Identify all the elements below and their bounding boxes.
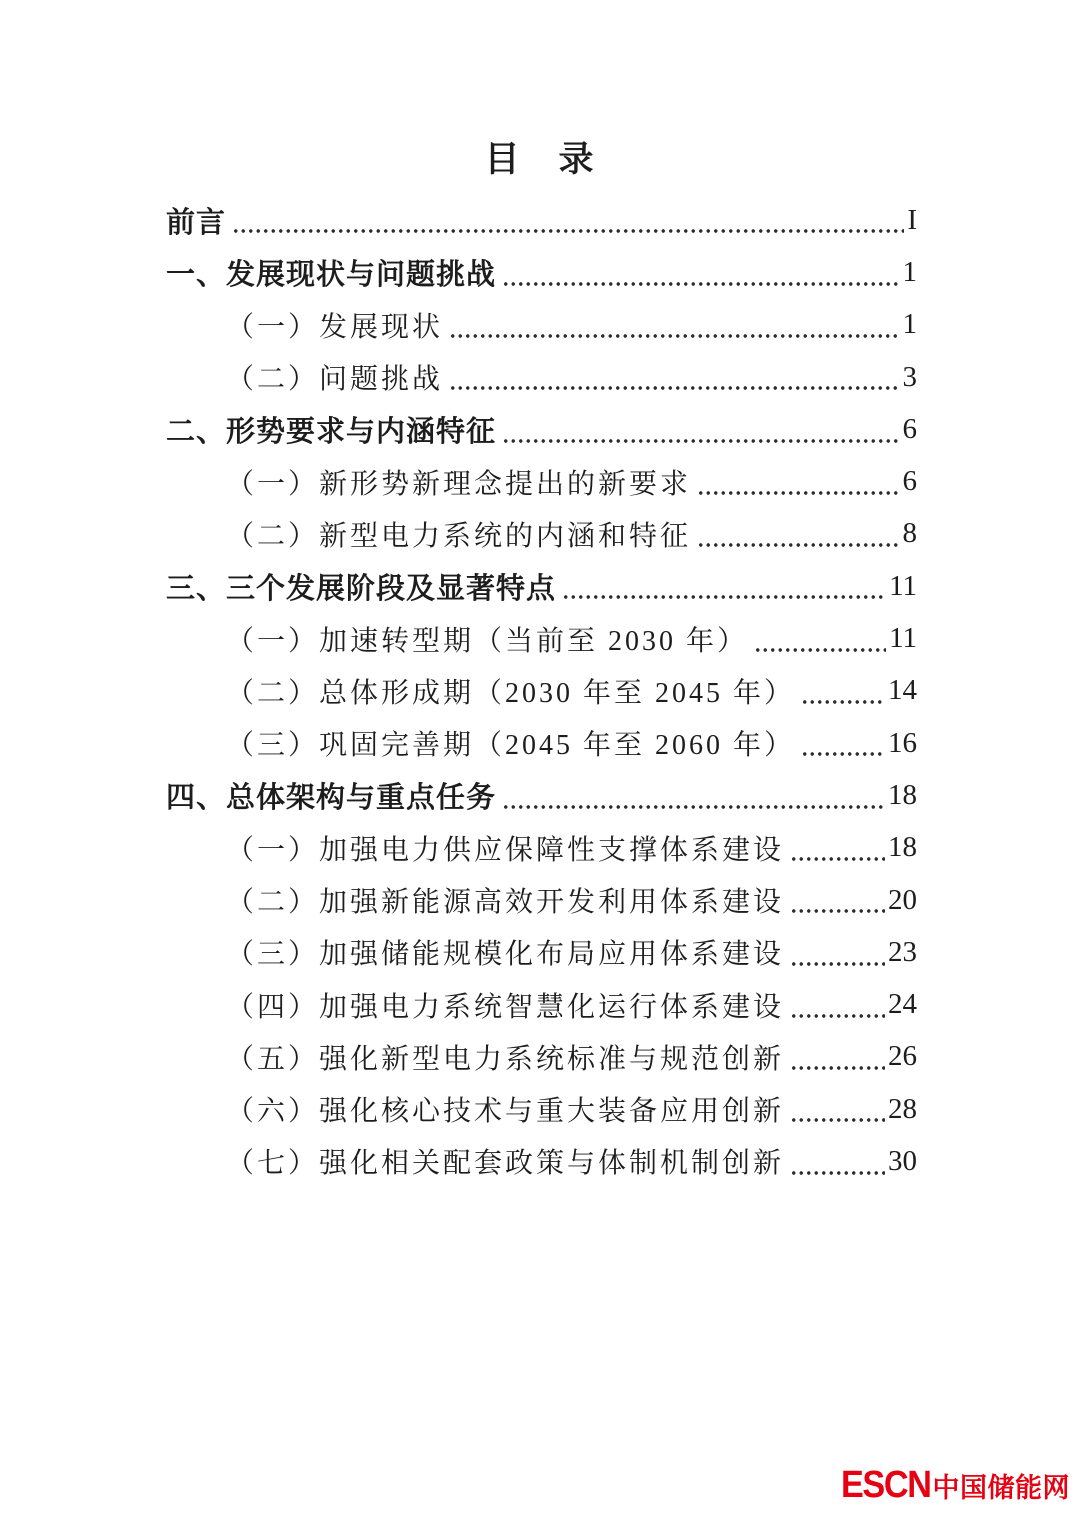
dotted-leader-icon (790, 822, 885, 874)
toc-entry-label: （七）强化相关配套政策与体制机制创新 (226, 1148, 785, 1180)
toc-entry-page: 16 (888, 726, 917, 759)
toc-entry-page: 3 (902, 360, 917, 393)
escn-logo-cn-text: 中国储能网 (932, 1473, 1070, 1503)
toc-entry-page: 28 (888, 1092, 917, 1125)
toc-entry-label: （二）新型电力系统的内涵和特征 (226, 520, 692, 552)
toc-entry-label: （三）巩固完善期（2045 年至 2060 年） (226, 730, 796, 762)
toc-entry (166, 246, 917, 298)
dotted-leader-icon (449, 299, 899, 351)
toc-entry (166, 508, 917, 560)
toc-entry (166, 822, 917, 874)
toc-entry-page: 1 (902, 308, 917, 341)
dotted-leader-icon (790, 874, 885, 926)
toc-entry-page: 6 (902, 465, 917, 498)
toc-entry-label: 三、三个发展阶段及显著特点 (166, 572, 557, 605)
toc-entry (166, 665, 917, 717)
toc-entry-page: 18 (888, 778, 917, 811)
toc-entry-label: （三）加强储能规模化布局应用体系建设 (226, 939, 785, 971)
page-title: 目 录 (484, 140, 596, 179)
toc-entry (166, 455, 917, 507)
toc-entry-label: （六）强化核心技术与重大装备应用创新 (226, 1096, 785, 1128)
toc-entry-label: （一）新形势新理念提出的新要求 (226, 468, 692, 500)
toc-entry-page: I (907, 203, 917, 236)
toc-entry-label: （二）问题挑战 (226, 364, 444, 396)
toc-entry (166, 769, 917, 821)
toc-entry (166, 926, 917, 978)
escn-logo (831, 1464, 1070, 1507)
dotted-leader-icon (697, 508, 899, 560)
toc-entry-label: 前言 (166, 206, 227, 239)
toc-entry-label: （一）发展现状 (226, 311, 444, 343)
toc-entry (166, 874, 917, 926)
toc-entry (166, 1135, 917, 1187)
toc-entry-label: （五）强化新型电力系统标准与规范创新 (226, 1043, 785, 1075)
toc-entry (166, 299, 917, 351)
dotted-leader-icon (502, 403, 899, 455)
toc-entry-page: 30 (888, 1144, 917, 1177)
dotted-leader-icon (697, 455, 899, 507)
toc-entry-label: 二、形势要求与内涵特征 (166, 415, 497, 448)
dotted-leader-icon (502, 246, 899, 298)
toc-entry-page: 6 (902, 412, 917, 445)
toc-entry (166, 612, 917, 664)
dotted-leader-icon (502, 769, 885, 821)
toc-list (166, 194, 917, 1188)
toc-entry-label: 四、总体架构与重点任务 (166, 781, 497, 814)
toc-entry-label: （四）加强电力系统智慧化运行体系建设 (226, 991, 785, 1023)
dotted-leader-icon (790, 1083, 885, 1135)
toc-entry-page: 18 (888, 831, 917, 864)
dotted-leader-icon (790, 978, 885, 1030)
toc-entry-label: 一、发展现状与问题挑战 (166, 258, 497, 291)
toc-entry (166, 403, 917, 455)
escn-logo-en-text: ESCN (840, 1464, 931, 1506)
toc-entry-page: 26 (888, 1040, 917, 1073)
dotted-leader-icon (790, 926, 885, 978)
toc-entry-page: 1 (902, 255, 917, 288)
toc-entry (166, 194, 917, 246)
dotted-leader-icon (562, 560, 886, 612)
toc-entry-page: 8 (902, 517, 917, 550)
dotted-leader-icon (790, 1031, 885, 1083)
toc-entry-page: 24 (888, 988, 917, 1021)
toc-entry-page: 11 (889, 622, 917, 655)
toc-entry (166, 1083, 917, 1135)
toc-entry-page: 23 (888, 935, 917, 968)
toc-entry-label: （一）加速转型期（当前至 2030 年） (226, 625, 749, 657)
dotted-leader-icon (801, 665, 885, 717)
toc-entry (166, 560, 917, 612)
dotted-leader-icon (232, 194, 904, 246)
toc-entry-page: 14 (888, 674, 917, 707)
dotted-leader-icon (754, 612, 886, 664)
dotted-leader-icon (790, 1135, 885, 1187)
toc-entry (166, 1031, 917, 1083)
toc-entry-label: （二）总体形成期（2030 年至 2045 年） (226, 677, 796, 709)
dotted-leader-icon (801, 717, 885, 769)
toc-entry (166, 717, 917, 769)
toc-entry (166, 351, 917, 403)
toc-entry-page: 11 (889, 569, 917, 602)
toc-entry-label: （二）加强新能源高效开发利用体系建设 (226, 887, 785, 918)
dotted-leader-icon (449, 351, 899, 403)
toc-entry-page: 20 (888, 883, 917, 916)
toc-entry (166, 978, 917, 1030)
toc-entry-label: （一）加强电力供应保障性支撑体系建设 (226, 834, 785, 866)
